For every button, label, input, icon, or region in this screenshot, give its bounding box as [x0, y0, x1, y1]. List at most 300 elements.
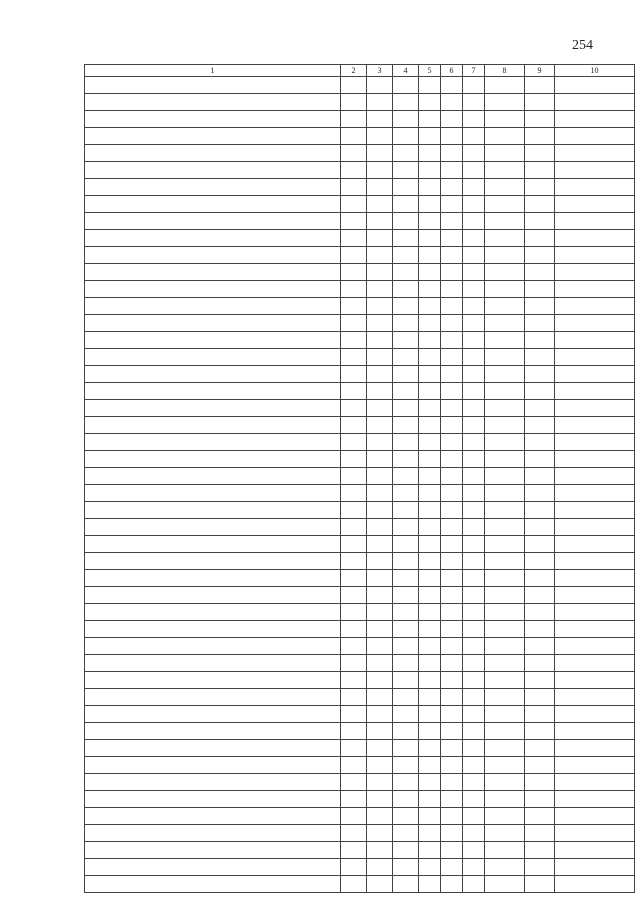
table-cell	[525, 94, 555, 111]
table-cell	[341, 604, 367, 621]
table-cell	[463, 791, 485, 808]
table-cell	[441, 366, 463, 383]
table-cell	[441, 434, 463, 451]
table-cell	[341, 587, 367, 604]
table-cell	[441, 383, 463, 400]
table-cell	[393, 298, 419, 315]
table-cell	[341, 111, 367, 128]
table-cell	[525, 604, 555, 621]
table-cell	[485, 485, 525, 502]
table-cell	[463, 145, 485, 162]
table-cell	[525, 349, 555, 366]
table-cell	[441, 519, 463, 536]
table-cell	[419, 179, 441, 196]
table-cell	[441, 655, 463, 672]
table-cell	[485, 213, 525, 230]
table-cell	[341, 332, 367, 349]
table-row	[85, 315, 635, 332]
table-cell	[367, 706, 393, 723]
table-cell	[525, 536, 555, 553]
table-cell	[555, 672, 635, 689]
table-cell	[393, 162, 419, 179]
table-cell	[341, 757, 367, 774]
table-row	[85, 417, 635, 434]
table-cell	[393, 519, 419, 536]
table-cell	[485, 587, 525, 604]
table-cell	[419, 706, 441, 723]
table-cell	[555, 706, 635, 723]
table-row	[85, 519, 635, 536]
table-cell	[419, 162, 441, 179]
table-cell	[85, 468, 341, 485]
table-cell	[85, 655, 341, 672]
table-row	[85, 638, 635, 655]
table-cell	[485, 162, 525, 179]
table-cell	[419, 791, 441, 808]
table-cell	[367, 77, 393, 94]
table-cell	[555, 621, 635, 638]
table-row	[85, 281, 635, 298]
table-cell	[85, 315, 341, 332]
table-cell	[393, 638, 419, 655]
table-cell	[485, 502, 525, 519]
table-cell	[463, 247, 485, 264]
table-cell	[419, 604, 441, 621]
table-cell	[485, 706, 525, 723]
table-cell	[85, 247, 341, 264]
table-cell	[525, 876, 555, 893]
table-cell	[485, 876, 525, 893]
table-row	[85, 349, 635, 366]
table-cell	[555, 213, 635, 230]
table-cell	[393, 281, 419, 298]
table-cell	[393, 145, 419, 162]
table-cell	[393, 451, 419, 468]
table-cell	[85, 332, 341, 349]
table-cell	[419, 774, 441, 791]
table-cell	[555, 553, 635, 570]
table-row	[85, 757, 635, 774]
table-cell	[367, 570, 393, 587]
table-cell	[393, 774, 419, 791]
table-cell	[393, 366, 419, 383]
table-cell	[525, 842, 555, 859]
table-cell	[463, 723, 485, 740]
table-cell	[463, 502, 485, 519]
table-row	[85, 791, 635, 808]
table-cell	[341, 417, 367, 434]
table-cell	[463, 876, 485, 893]
table-cell	[463, 808, 485, 825]
table-cell	[393, 213, 419, 230]
table-cell	[341, 400, 367, 417]
column-number: 4	[393, 65, 419, 77]
table-cell	[463, 740, 485, 757]
table-cell	[341, 315, 367, 332]
table-cell	[441, 740, 463, 757]
table-cell	[341, 230, 367, 247]
table-cell	[525, 791, 555, 808]
table-cell	[463, 315, 485, 332]
table-cell	[485, 281, 525, 298]
table-cell	[85, 570, 341, 587]
table-cell	[463, 621, 485, 638]
table-cell	[367, 672, 393, 689]
table-cell	[85, 298, 341, 315]
table-cell	[463, 842, 485, 859]
table-cell	[555, 162, 635, 179]
table-cell	[341, 655, 367, 672]
table-row	[85, 332, 635, 349]
table-cell	[555, 791, 635, 808]
table-cell	[525, 434, 555, 451]
table-cell	[525, 264, 555, 281]
table-cell	[419, 519, 441, 536]
table-cell	[485, 434, 525, 451]
table-cell	[525, 417, 555, 434]
table-cell	[441, 230, 463, 247]
table-cell	[463, 536, 485, 553]
table-cell	[525, 502, 555, 519]
table-cell	[341, 825, 367, 842]
table-cell	[525, 587, 555, 604]
table-cell	[85, 77, 341, 94]
table-cell	[393, 196, 419, 213]
table-cell	[341, 298, 367, 315]
table-cell	[463, 604, 485, 621]
table-cell	[525, 332, 555, 349]
table-cell	[367, 417, 393, 434]
table-cell	[463, 417, 485, 434]
table-cell	[555, 723, 635, 740]
table-cell	[341, 689, 367, 706]
table-cell	[341, 791, 367, 808]
table-cell	[463, 213, 485, 230]
table-cell	[463, 230, 485, 247]
table-cell	[393, 502, 419, 519]
table-cell	[367, 689, 393, 706]
table-cell	[85, 196, 341, 213]
table-cell	[555, 638, 635, 655]
table-cell	[85, 774, 341, 791]
table-cell	[419, 689, 441, 706]
table-row	[85, 842, 635, 859]
table-cell	[341, 706, 367, 723]
table-cell	[525, 740, 555, 757]
table-cell	[555, 502, 635, 519]
table-cell	[341, 383, 367, 400]
table-cell	[341, 485, 367, 502]
table-row	[85, 723, 635, 740]
table-cell	[485, 825, 525, 842]
table-cell	[367, 383, 393, 400]
table-cell	[341, 281, 367, 298]
table-cell	[419, 400, 441, 417]
table-row	[85, 859, 635, 876]
table-cell	[85, 621, 341, 638]
table-cell	[85, 281, 341, 298]
table-cell	[367, 94, 393, 111]
table-cell	[555, 757, 635, 774]
table-cell	[555, 179, 635, 196]
column-number-row	[85, 65, 635, 77]
table-cell	[367, 366, 393, 383]
table-cell	[525, 111, 555, 128]
table-cell	[393, 706, 419, 723]
column-number: 5	[419, 65, 441, 77]
table-cell	[419, 128, 441, 145]
table-cell	[85, 451, 341, 468]
table-cell	[485, 230, 525, 247]
table-cell	[341, 451, 367, 468]
table-cell	[441, 196, 463, 213]
table-cell	[555, 128, 635, 145]
table-cell	[393, 400, 419, 417]
table-cell	[555, 400, 635, 417]
table-row	[85, 485, 635, 502]
table-cell	[367, 145, 393, 162]
table-cell	[419, 672, 441, 689]
table-cell	[441, 689, 463, 706]
table-cell	[393, 808, 419, 825]
table-cell	[393, 757, 419, 774]
table-cell	[419, 213, 441, 230]
table-cell	[463, 162, 485, 179]
table-cell	[367, 332, 393, 349]
table-cell	[485, 723, 525, 740]
table-row	[85, 145, 635, 162]
table-cell	[85, 825, 341, 842]
table-cell	[341, 196, 367, 213]
table-cell	[463, 196, 485, 213]
table-cell	[555, 485, 635, 502]
table-cell	[463, 434, 485, 451]
table-cell	[525, 757, 555, 774]
table-cell	[441, 451, 463, 468]
table-cell	[525, 298, 555, 315]
table-row	[85, 264, 635, 281]
table-cell	[463, 689, 485, 706]
table-cell	[525, 128, 555, 145]
table-cell	[463, 451, 485, 468]
table-row	[85, 689, 635, 706]
table-cell	[485, 128, 525, 145]
table-row	[85, 77, 635, 94]
table-row	[85, 366, 635, 383]
table-cell	[441, 757, 463, 774]
table-cell	[463, 94, 485, 111]
table-cell	[367, 808, 393, 825]
table-cell	[463, 757, 485, 774]
column-number: 9	[525, 65, 555, 77]
table-cell	[555, 740, 635, 757]
table-cell	[441, 876, 463, 893]
table-row	[85, 502, 635, 519]
table-cell	[85, 366, 341, 383]
table-row	[85, 383, 635, 400]
table-cell	[393, 570, 419, 587]
table-cell	[393, 77, 419, 94]
table-cell	[393, 247, 419, 264]
table-cell	[555, 417, 635, 434]
table-cell	[441, 706, 463, 723]
table-cell	[419, 655, 441, 672]
table-cell	[555, 434, 635, 451]
table-cell	[463, 281, 485, 298]
table-cell	[525, 774, 555, 791]
table-cell	[367, 485, 393, 502]
table-cell	[555, 604, 635, 621]
table-cell	[555, 196, 635, 213]
table-cell	[555, 298, 635, 315]
table-cell	[367, 162, 393, 179]
table-cell	[367, 281, 393, 298]
table-cell	[463, 468, 485, 485]
table-cell	[341, 774, 367, 791]
table-cell	[555, 332, 635, 349]
table-cell	[341, 570, 367, 587]
table-cell	[85, 519, 341, 536]
table-cell	[367, 111, 393, 128]
table-cell	[485, 774, 525, 791]
table-cell	[441, 570, 463, 587]
table-cell	[393, 842, 419, 859]
table-row	[85, 655, 635, 672]
table-cell	[555, 111, 635, 128]
table-cell	[555, 281, 635, 298]
table-cell	[485, 247, 525, 264]
table-cell	[485, 570, 525, 587]
table-cell	[341, 366, 367, 383]
table-cell	[441, 723, 463, 740]
table-cell	[341, 621, 367, 638]
table-cell	[555, 774, 635, 791]
table-cell	[485, 604, 525, 621]
table-cell	[85, 179, 341, 196]
table-cell	[85, 128, 341, 145]
table-cell	[485, 451, 525, 468]
table-row	[85, 400, 635, 417]
table-cell	[485, 655, 525, 672]
table-cell	[463, 111, 485, 128]
column-number: 10	[555, 65, 635, 77]
table-cell	[441, 281, 463, 298]
table-cell	[419, 315, 441, 332]
table-cell	[85, 842, 341, 859]
table-cell	[85, 502, 341, 519]
table-cell	[463, 519, 485, 536]
table-cell	[419, 536, 441, 553]
table-row	[85, 621, 635, 638]
table-cell	[85, 587, 341, 604]
table-cell	[463, 570, 485, 587]
table-cell	[367, 315, 393, 332]
table-cell	[441, 859, 463, 876]
table-cell	[393, 349, 419, 366]
table-cell	[393, 434, 419, 451]
table-row	[85, 298, 635, 315]
table-cell	[441, 842, 463, 859]
table-cell	[85, 485, 341, 502]
table-cell	[555, 570, 635, 587]
table-cell	[525, 672, 555, 689]
budget-table	[84, 64, 635, 893]
table-cell	[367, 842, 393, 859]
table-row	[85, 196, 635, 213]
table-cell	[463, 298, 485, 315]
table-cell	[485, 179, 525, 196]
table-cell	[85, 417, 341, 434]
table-cell	[419, 740, 441, 757]
table-cell	[485, 536, 525, 553]
table-cell	[419, 468, 441, 485]
table-cell	[341, 638, 367, 655]
table-cell	[485, 859, 525, 876]
table-cell	[441, 264, 463, 281]
table-cell	[525, 179, 555, 196]
table-cell	[419, 349, 441, 366]
table-cell	[525, 570, 555, 587]
table-cell	[525, 485, 555, 502]
table-cell	[85, 757, 341, 774]
table-cell	[85, 230, 341, 247]
table-cell	[393, 111, 419, 128]
table-cell	[393, 332, 419, 349]
table-cell	[85, 638, 341, 655]
table-cell	[419, 383, 441, 400]
table-row	[85, 230, 635, 247]
table-row	[85, 570, 635, 587]
table-row	[85, 451, 635, 468]
table-cell	[393, 740, 419, 757]
table-cell	[463, 706, 485, 723]
table-cell	[85, 706, 341, 723]
table-cell	[441, 315, 463, 332]
table-cell	[441, 604, 463, 621]
table-cell	[367, 740, 393, 757]
table-cell	[367, 247, 393, 264]
table-cell	[393, 825, 419, 842]
table-cell	[393, 587, 419, 604]
table-cell	[419, 587, 441, 604]
table-cell	[341, 859, 367, 876]
table-cell	[555, 451, 635, 468]
table-cell	[367, 859, 393, 876]
table-cell	[441, 825, 463, 842]
table-cell	[367, 468, 393, 485]
table-cell	[485, 196, 525, 213]
table-cell	[367, 655, 393, 672]
table-cell	[393, 485, 419, 502]
table-row	[85, 808, 635, 825]
table-cell	[485, 298, 525, 315]
table-cell	[341, 553, 367, 570]
table-cell	[441, 808, 463, 825]
table-cell	[555, 536, 635, 553]
table-cell	[367, 536, 393, 553]
column-number: 3	[367, 65, 393, 77]
table-cell	[419, 230, 441, 247]
table-cell	[485, 94, 525, 111]
table-cell	[441, 213, 463, 230]
table-cell	[419, 570, 441, 587]
table-cell	[525, 281, 555, 298]
table-cell	[441, 400, 463, 417]
table-cell	[463, 655, 485, 672]
table-cell	[555, 145, 635, 162]
table-cell	[367, 638, 393, 655]
table-cell	[341, 723, 367, 740]
